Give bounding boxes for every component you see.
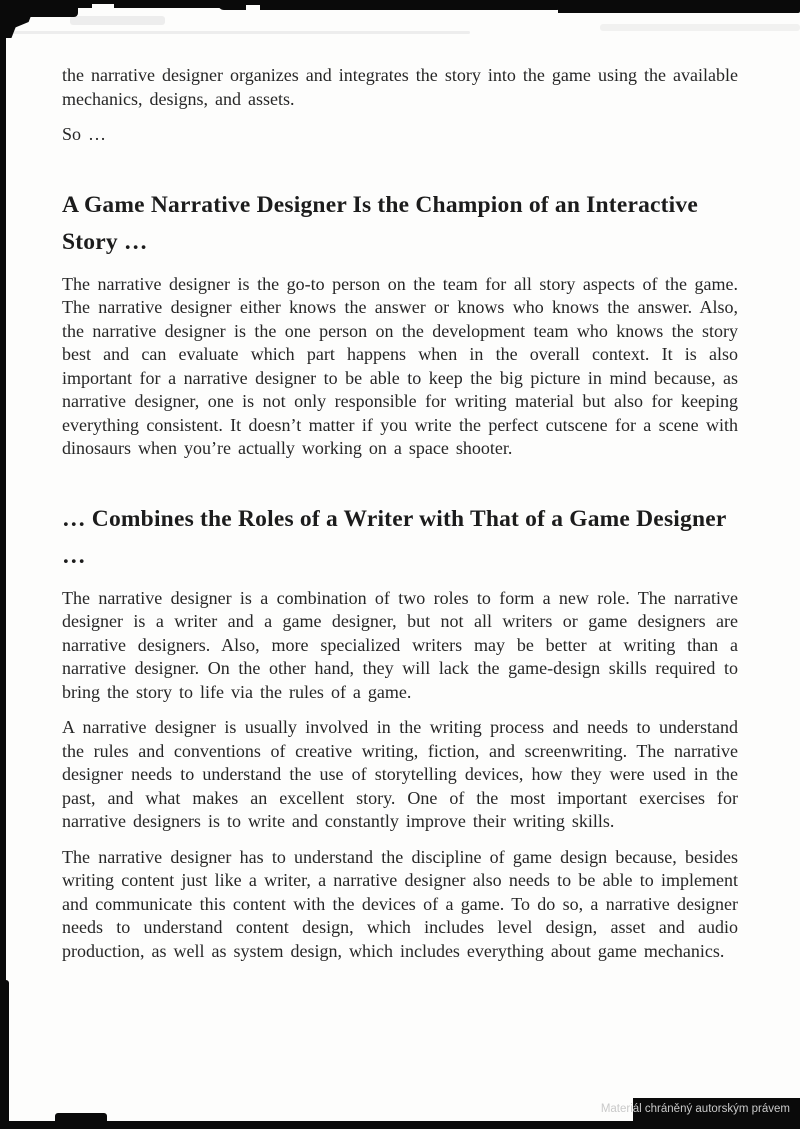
section-heading-combines-roles: … Combines the Roles of a Writer with That of a Game Designer … xyxy=(62,505,727,569)
so-line: So … xyxy=(62,124,107,144)
scan-smudge xyxy=(70,16,165,25)
copyright-notice: Materiál chráněný autorským právem xyxy=(600,1103,790,1115)
scan-edge-left-strip xyxy=(0,980,9,1129)
paragraph-game-design-discipline: The narrative designer has to understand the discipline of game design because, besides writing content just like a writer, a narrative designer also needs to be able to implement and communicate this content with the devices of a game. To do so, a narrative designer needs to understand content design, which includes level design, asset and audio production, as well as system design, which includes everything about game mechanics. xyxy=(62,846,738,961)
scan-edge-top-bar xyxy=(218,0,563,10)
paragraph-writing-process: A narrative designer is usually involved in the writing process and needs to understand the rules and conventions of creative writing, fiction, and screenwriting. The narrative designer needs to understand the use of storytelling devices, how they were used in the past, and what makes an excellent story. One of the most important exercises for narrative designers is to write and constantly improve their writing skills. xyxy=(62,717,738,831)
paragraph-two-roles: The narrative designer is a combination of two roles to form a new role. The narrative designer is a writer and a game designer, but not all writers or game designers are narrative designers. Also, more specialized writers may be better at writing than a narrative designer. On the other hand, they will lack the game-design skills required to bring the story to life via the rules of a game. xyxy=(62,587,738,702)
scan-edge-left-strip xyxy=(0,0,6,1129)
scan-smudge xyxy=(0,31,470,34)
page-text-column xyxy=(62,64,738,963)
intro-paragraph: the narrative designer organizes and integrates the story into the game using the available mechanics, designs, and assets. xyxy=(62,65,738,109)
scan-edge-bottom-blob xyxy=(55,1113,107,1129)
scan-smudge xyxy=(600,24,800,31)
paragraph-champion: The narrative designer is the go-to person on the team for all story aspects of the game. The narrative designer either knows the answer or knows who knows the answer. Also, the narrative designer is the one person on the development team who knows the story best and can evaluate which part happens when in the overall context. It is also important for a narrative designer to be able to keep the big picture in mind because, as narrative designer, one is not only responsible for writing material but also for keeping everything consistent. It doesn’t matter if you write the perfect cutscene for a scene with dinosaurs when you’re actually working on a space shooter. xyxy=(62,273,738,458)
scan-edge-notch xyxy=(246,5,260,11)
scan-edge-top-bar xyxy=(558,0,800,13)
scan-edge-notch xyxy=(92,4,114,9)
section-heading-champion: A Game Narrative Designer Is the Champion of an Interactive Story … xyxy=(62,191,698,255)
